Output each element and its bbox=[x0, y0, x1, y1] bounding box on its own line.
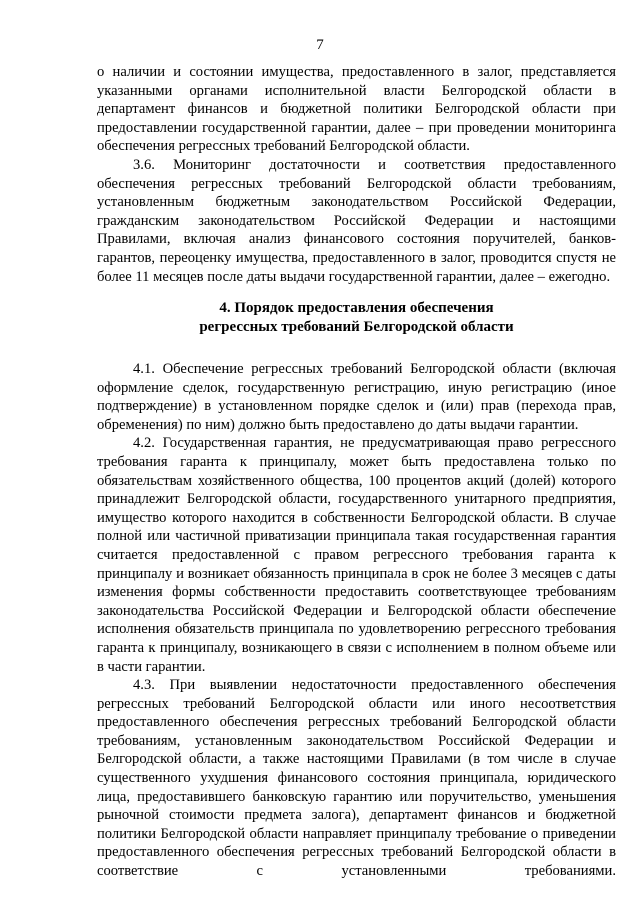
upper-text-block bbox=[97, 63, 616, 286]
section-heading bbox=[97, 299, 616, 337]
section-heading-line-2: регрессных требований Белгородской области bbox=[199, 319, 514, 335]
page-number: 7 bbox=[316, 37, 324, 53]
paragraph-4-2: 4.2. Государственная гарантия, не предусматривающая право регрессного требования гаранта к принципалу, может быть предоставлена только по обязательствам хозяйственного общества, 100 процентов акций (долей) которого принадлежит Белгородской области, государственного унитарного предприятия, имущество которого находится в собственности Белгородской области. В случае полной или частичной приватизации принципала такая государственная гарантия считается предоставленной с правом регрессного требования гаранта к принципалу и возникает обязанность принципала в срок не более 3 месяцев с даты изменения формы собственности предоставить соответствующее требованиям законодательства Российской Федерации и Белгородской области обеспечение исполнения обязательств принципала по удовлетворению регрессного требования гаранта к принципалу, возникающего в связи с исполнением в полном объеме или в части гарантии. bbox=[97, 435, 616, 675]
lower-text-block bbox=[97, 360, 616, 881]
paragraph-continued: о наличии и состоянии имущества, предоставленного в залог, представляется указанными органами исполнительной власти Белгородской области в департамент финансов и бюджетной политики Белгородской области при предоставлении государственной гарантии, далее – при проведении мониторинга обеспечения регрессных требований Белгородской области. bbox=[97, 64, 616, 155]
section-heading-line-1: 4. Порядок предоставления обеспечения bbox=[219, 300, 494, 316]
paragraph-4-3: 4.3. При выявлении недостаточности предоставленного обеспечения регрессных требований Белгородской области или иного несоответствия предоставленного обеспечения регрессных требований Белгородской области требованиям, установленным законодательством Российской Федерации и Белгородской области, а также настоящими Правилами (в том числе в случае существенного ухудшения финансового состояния принципала, юридического лица, предоставившего банковскую гарантию или поручительство, уменьшения рыночной стоимости предмета залога), департамент финансов и бюджетной политики Белгородской области направляет принципалу требование о приведении предоставленного обеспечения регрессных требований Белгородской области в соответствие с установленными требованиями. bbox=[97, 677, 616, 880]
paragraph-3-6: 3.6. Мониторинг достаточности и соответствия предоставленного обеспечения регрессных требований Белгородской области требованиям, установленным бюджетным законодательством Российской Федерации, гражданским законодательством Российской Федерации и настоящими Правилами, включая анализ финансового состояния поручителей, банков-гарантов, переоценку имущества, предоставленного в залог, проводится спустя не более 11 месяцев после даты выдачи государственной гарантии, далее – ежегодно. bbox=[97, 156, 616, 285]
paragraph-4-1: 4.1. Обеспечение регрессных требований Белгородской области (включая оформление сделок, государственную регистрацию, иную регистрацию (иное подтверждение) в установленном порядке сделок и (или) прав (перехода прав, обременения) по ним) должно быть предоставлено до даты выдачи гарантии. bbox=[97, 361, 616, 433]
